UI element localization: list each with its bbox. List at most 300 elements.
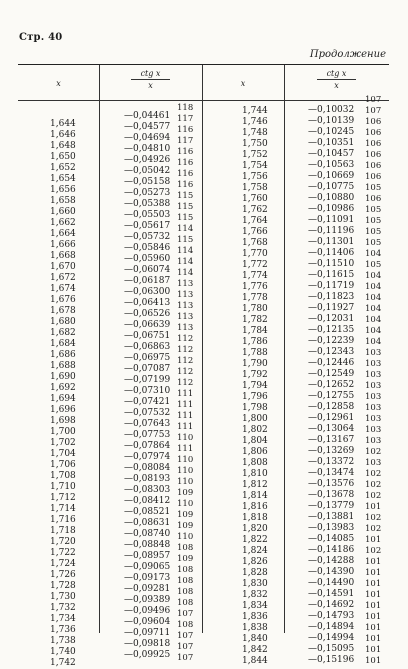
table-cell: —0,08303 (124, 485, 171, 495)
table-cell: 117 (177, 114, 194, 124)
table-cell: 1,778 (242, 293, 268, 303)
table-cell: 1,652 (50, 163, 76, 173)
table-cell: —0,06863 (124, 342, 171, 352)
table-cell: 113 (177, 290, 194, 300)
table-cell: —0,13576 (308, 479, 355, 489)
table-cell: —0,05042 (124, 166, 171, 176)
table-cell: 114 (177, 246, 194, 256)
table-cell: 1,670 (50, 262, 76, 272)
table-cell: 1,776 (242, 282, 268, 292)
page-number: Стр. 40 (19, 32, 63, 43)
column-divider (99, 65, 100, 633)
table-cell: —0,13167 (308, 435, 355, 445)
table-cell: 1,714 (50, 504, 76, 514)
table-cell: 101 (365, 502, 382, 512)
table-cell: 1,804 (242, 436, 268, 446)
table-cell: 112 (177, 334, 194, 344)
table-cell: 104 (365, 326, 382, 336)
table-cell: 108 (177, 587, 194, 597)
table-cell: 101 (365, 557, 382, 567)
table-cell: 1,682 (50, 328, 76, 338)
table-cell: 101 (365, 645, 382, 655)
table-cell: 103 (365, 425, 382, 435)
table-cell: 1,688 (50, 361, 76, 371)
table-cell: 1,842 (242, 645, 268, 655)
table-cell: 1,684 (50, 339, 76, 349)
table-cell: 114 (177, 224, 194, 234)
table-cell: 102 (365, 513, 382, 523)
table-cell: 1,766 (242, 227, 268, 237)
table-cell: 1,838 (242, 623, 268, 633)
table-cell: —0,14390 (308, 567, 355, 577)
table-cell: 1,686 (50, 350, 76, 360)
table-cell: —0,14591 (308, 589, 355, 599)
table-cell: 1,728 (50, 581, 76, 591)
table-cell: 1,796 (242, 392, 268, 402)
table-cell: 1,802 (242, 425, 268, 435)
table-cell: —0,05617 (124, 221, 171, 231)
table-cell: —0,13372 (308, 457, 355, 467)
table-cell: —0,09818 (124, 639, 171, 649)
table-cell: 1,750 (242, 139, 268, 149)
table-cell: 1,680 (50, 317, 76, 327)
table-cell: 1,742 (50, 658, 76, 668)
table-cell: —0,06639 (124, 320, 171, 330)
table-cell: 103 (365, 381, 382, 391)
table-cell: —0,14288 (308, 556, 355, 566)
table-cell: 1,692 (50, 383, 76, 393)
table-cell: —0,06751 (124, 331, 171, 341)
table-cell: 110 (177, 477, 194, 487)
table-cell: 1,700 (50, 427, 76, 437)
table-cell: 101 (365, 601, 382, 611)
table-cell: 1,724 (50, 559, 76, 569)
table-cell: —0,11510 (308, 259, 355, 269)
table-cell: 1,658 (50, 196, 76, 206)
table-cell: 111 (177, 444, 194, 454)
table-cell: —0,08412 (124, 496, 171, 506)
table-cell: 108 (177, 598, 194, 608)
table-cell: 112 (177, 345, 194, 355)
table-cell: 1,772 (242, 260, 268, 270)
table-cell: —0,09711 (124, 628, 171, 638)
table-cell: 101 (365, 656, 382, 666)
table-cell: —0,04461 (124, 111, 171, 121)
table-cell: 1,662 (50, 218, 76, 228)
table-cell: 1,806 (242, 447, 268, 457)
table-cell: 110 (177, 499, 194, 509)
table-cell: 108 (177, 620, 194, 630)
table-cell: —0,08957 (124, 551, 171, 561)
table-cell: —0,05732 (124, 232, 171, 242)
table-cell: 106 (365, 128, 382, 138)
table-cell: 1,706 (50, 460, 76, 470)
table-cell: 109 (177, 554, 194, 564)
table-cell: —0,05960 (124, 254, 171, 264)
table-cell: —0,14692 (308, 600, 355, 610)
table-cell: 103 (365, 392, 382, 402)
table-cell: —0,11196 (308, 226, 355, 236)
table-cell: —0,12961 (308, 413, 355, 423)
table-cell: —0,05388 (124, 199, 171, 209)
table-cell: 107 (177, 642, 194, 652)
table-cell: —0,13881 (308, 512, 355, 522)
table-cell: 1,808 (242, 458, 268, 468)
table-cell: 106 (365, 139, 382, 149)
column-ctg-left (124, 111, 170, 661)
table-cell: 1,660 (50, 207, 76, 217)
table-cell: 1,674 (50, 284, 76, 294)
table-cell: 111 (177, 400, 194, 410)
table-cell: —0,12652 (308, 380, 355, 390)
table-cell: 103 (365, 348, 382, 358)
table-cell: —0,14085 (308, 534, 355, 544)
table-cell: 106 (365, 194, 382, 204)
table-cell: —0,09389 (124, 595, 171, 605)
table-cell: —0,09065 (124, 562, 171, 572)
table-cell: 101 (365, 634, 382, 644)
table-cell: 103 (365, 359, 382, 369)
table-cell: 1,734 (50, 614, 76, 624)
table-cell: —0,12755 (308, 391, 355, 401)
table-cell: 101 (365, 535, 382, 545)
table-cell: 1,730 (50, 592, 76, 602)
table-cell: 104 (365, 293, 382, 303)
table-cell: 109 (177, 521, 194, 531)
table-cell: 1,798 (242, 403, 268, 413)
table-cell: 116 (177, 125, 194, 135)
table-cell: 113 (177, 279, 194, 289)
table-cell: —0,10669 (308, 171, 355, 181)
table-cell: 101 (365, 579, 382, 589)
table-cell: 1,780 (242, 304, 268, 314)
table-cell: 1,834 (242, 601, 268, 611)
table-cell: —0,05273 (124, 188, 171, 198)
table-cell: 103 (365, 370, 382, 380)
table-cell: —0,05503 (124, 210, 171, 220)
table-cell: 1,718 (50, 526, 76, 536)
table-cell: 113 (177, 301, 194, 311)
table-cell: —0,09604 (124, 617, 171, 627)
table-cell: —0,13474 (308, 468, 355, 478)
table-cell: 1,760 (242, 194, 268, 204)
header-ctg-numerator: ctg x (131, 69, 171, 80)
table-cell: —0,11301 (308, 237, 355, 247)
table-cell: 1,664 (50, 229, 76, 239)
table-cell: —0,05158 (124, 177, 171, 187)
table-cell: —0,10351 (308, 138, 355, 148)
table-cell: 1,824 (242, 546, 268, 556)
table-cell: 1,764 (242, 216, 268, 226)
table-cell: 105 (365, 260, 382, 270)
table-cell: 108 (177, 576, 194, 586)
table-cell: 1,654 (50, 174, 76, 184)
header-ctg-denominator: x (334, 81, 339, 90)
table-cell: 105 (365, 183, 382, 193)
table-cell: —0,08193 (124, 474, 171, 484)
table-cell: —0,14186 (308, 545, 355, 555)
table-cell: 115 (177, 235, 194, 245)
table-cell: 113 (177, 323, 194, 333)
header-x-right: x (240, 79, 246, 88)
table-cell: 104 (365, 337, 382, 347)
table-cell: —0,11615 (308, 270, 355, 280)
table-cell: 1,756 (242, 172, 268, 182)
table-cell: —0,11719 (308, 281, 355, 291)
table-cell: 111 (177, 411, 194, 421)
table-cell: —0,05846 (124, 243, 171, 253)
header-ctg-numerator: ctg x (317, 69, 357, 80)
table-cell: —0,11823 (308, 292, 355, 302)
table-cell: 102 (365, 480, 382, 490)
table-cell: 115 (177, 202, 194, 212)
table-cell: 1,736 (50, 625, 76, 635)
table-cell: 102 (365, 491, 382, 501)
table-cell: —0,12343 (308, 347, 355, 357)
table-cell: 1,794 (242, 381, 268, 391)
table-cell: 1,726 (50, 570, 76, 580)
table-cell: 1,822 (242, 535, 268, 545)
table-cell: 1,782 (242, 315, 268, 325)
table-cell: —0,12549 (308, 369, 355, 379)
table-cell: 108 (177, 543, 194, 553)
table-cell: 109 (177, 488, 194, 498)
header-x-left: x (56, 79, 61, 88)
table-cell: 1,722 (50, 548, 76, 558)
table-cell: 1,690 (50, 372, 76, 382)
table-cell: 1,720 (50, 537, 76, 547)
table-cell: —0,08848 (124, 540, 171, 550)
table-cell: —0,10563 (308, 160, 355, 170)
table-cell: 1,786 (242, 337, 268, 347)
table-cell: 1,814 (242, 491, 268, 501)
table-cell: —0,09496 (124, 606, 171, 616)
table-cell: —0,13983 (308, 523, 355, 533)
table-cell: —0,06074 (124, 265, 171, 275)
table-cell: —0,11927 (308, 303, 355, 313)
math-table (18, 64, 389, 668)
table-cell: 103 (365, 414, 382, 424)
table-cell: 1,694 (50, 394, 76, 404)
table-cell: 1,812 (242, 480, 268, 490)
table-cell: 116 (177, 158, 194, 168)
table-cell: 1,818 (242, 513, 268, 523)
table-cell: —0,10880 (308, 193, 355, 203)
table-cell: —0,06300 (124, 287, 171, 297)
table-cell: —0,10032 (308, 105, 355, 115)
table-cell: 1,832 (242, 590, 268, 600)
table-cell: 1,678 (50, 306, 76, 316)
table-cell: 112 (177, 367, 194, 377)
table-cell: 107 (365, 95, 382, 105)
table-cell: —0,10775 (308, 182, 355, 192)
table-cell: 117 (177, 136, 194, 146)
table-cell: —0,07864 (124, 441, 171, 451)
table-cell: 112 (177, 356, 194, 366)
table-cell: 1,698 (50, 416, 76, 426)
table-cell: —0,04694 (124, 133, 171, 143)
table-cell: —0,07199 (124, 375, 171, 385)
table-cell: 1,744 (242, 106, 268, 116)
table-cell: 107 (177, 609, 194, 619)
table-cell: —0,06187 (124, 276, 171, 286)
table-cell: 116 (177, 169, 194, 179)
table-cell: —0,07753 (124, 430, 171, 440)
table-cell: 1,826 (242, 557, 268, 567)
table-cell: 1,752 (242, 150, 268, 160)
table-cell: 116 (177, 147, 194, 157)
table-cell: 1,844 (242, 656, 268, 666)
table-cell: —0,12446 (308, 358, 355, 368)
table-cell: 105 (365, 227, 382, 237)
table-cell: 102 (365, 524, 382, 534)
table-cell: —0,13779 (308, 501, 355, 511)
table-cell: —0,12239 (308, 336, 355, 346)
table-cell: —0,04926 (124, 155, 171, 165)
table-cell: 106 (365, 161, 382, 171)
table-cell: 1,754 (242, 161, 268, 171)
table-cell: 110 (177, 455, 194, 465)
table-cell: 1,710 (50, 482, 76, 492)
table-cell: —0,14994 (308, 633, 355, 643)
table-cell: 1,716 (50, 515, 76, 525)
table-cell: 104 (365, 249, 382, 259)
table-cell: 107 (177, 653, 194, 663)
table-cell: —0,07310 (124, 386, 171, 396)
table-cell: —0,06975 (124, 353, 171, 363)
table-cell: 1,738 (50, 636, 76, 646)
table-cell: 1,668 (50, 251, 76, 261)
table-cell: —0,11406 (308, 248, 355, 258)
table-cell: —0,08631 (124, 518, 171, 528)
table-cell: —0,04810 (124, 144, 171, 154)
table-cell: —0,10245 (308, 127, 355, 137)
table-cell: 109 (177, 510, 194, 520)
table-cell: 1,828 (242, 568, 268, 578)
table-cell: 114 (177, 268, 194, 278)
table-cell: 106 (365, 117, 382, 127)
table-cell: —0,15095 (308, 644, 355, 654)
table-cell: 1,768 (242, 238, 268, 248)
header-ctg-left (99, 65, 202, 100)
table-cell: 1,666 (50, 240, 76, 250)
table-cell: 1,708 (50, 471, 76, 481)
table-cell: 1,712 (50, 493, 76, 503)
table-cell: —0,14490 (308, 578, 355, 588)
table-cell: 1,790 (242, 359, 268, 369)
table-cell: 1,758 (242, 183, 268, 193)
table-cell: —0,13678 (308, 490, 355, 500)
table-cell: 106 (365, 172, 382, 182)
table-cell: 115 (177, 213, 194, 223)
table-cell: 1,788 (242, 348, 268, 358)
column-diff-right (365, 95, 381, 667)
table-cell: 118 (177, 103, 194, 113)
table-cell: 1,696 (50, 405, 76, 415)
table-cell: 1,740 (50, 647, 76, 657)
table-cell: 1,770 (242, 249, 268, 259)
table-cell: 111 (177, 389, 194, 399)
table-cell: 1,704 (50, 449, 76, 459)
table-cell: 1,732 (50, 603, 76, 613)
table-cell: 1,748 (242, 128, 268, 138)
table-cell: 111 (177, 422, 194, 432)
table-cell: 103 (365, 458, 382, 468)
column-ctg-right (308, 105, 354, 666)
table-cell: 1,810 (242, 469, 268, 479)
table-cell: 102 (365, 469, 382, 479)
table-cell: 1,648 (50, 141, 76, 151)
table-cell: —0,08521 (124, 507, 171, 517)
table-cell: —0,07532 (124, 408, 171, 418)
table-cell: 1,646 (50, 130, 76, 140)
table-cell: —0,10457 (308, 149, 355, 159)
table-cell: —0,09281 (124, 584, 171, 594)
table-cell: —0,12031 (308, 314, 355, 324)
table-cell: 1,702 (50, 438, 76, 448)
table-cell: 101 (365, 612, 382, 622)
table-cell: —0,13269 (308, 446, 355, 456)
table-cell: —0,04577 (124, 122, 171, 132)
table-cell: 101 (365, 623, 382, 633)
table-cell: 107 (365, 106, 382, 116)
table-cell: 102 (365, 546, 382, 556)
table-cell: 110 (177, 466, 194, 476)
table-cell: —0,13064 (308, 424, 355, 434)
table-cell: 104 (365, 282, 382, 292)
table-cell: 101 (365, 568, 382, 578)
table-cell: 104 (365, 304, 382, 314)
table-cell: 106 (365, 150, 382, 160)
continuation-label: Продолжение (309, 49, 386, 60)
table-cell: —0,11091 (308, 215, 355, 225)
table-cell: 107 (177, 631, 194, 641)
table-cell: —0,10139 (308, 116, 355, 126)
table-cell: —0,09173 (124, 573, 171, 583)
table-cell: 112 (177, 378, 194, 388)
column-divider (202, 65, 203, 633)
table-cell: 1,650 (50, 152, 76, 162)
table-cell: —0,06526 (124, 309, 171, 319)
table-cell: 1,762 (242, 205, 268, 215)
table-cell: 105 (365, 216, 382, 226)
table-cell: 110 (177, 532, 194, 542)
table-cell: 104 (365, 315, 382, 325)
column-diff-left (177, 103, 193, 664)
table-cell: 113 (177, 312, 194, 322)
table-cell: 116 (177, 180, 194, 190)
table-cell: 1,672 (50, 273, 76, 283)
table-cell: —0,14894 (308, 622, 355, 632)
table-cell: 114 (177, 257, 194, 267)
column-x-left (50, 119, 76, 669)
table-cell: 108 (177, 565, 194, 575)
table-cell: —0,07421 (124, 397, 171, 407)
table-cell: —0,10986 (308, 204, 355, 214)
table-cell: 1,774 (242, 271, 268, 281)
header-ctg-denominator: x (148, 81, 153, 90)
table-cell: 105 (365, 205, 382, 215)
table-cell: —0,12858 (308, 402, 355, 412)
column-x-right (242, 106, 268, 667)
table-cell: 103 (365, 436, 382, 446)
table-cell: —0,07643 (124, 419, 171, 429)
table-cell: 103 (365, 403, 382, 413)
table-cell: —0,08740 (124, 529, 171, 539)
table-cell: 1,836 (242, 612, 268, 622)
table-cell: 1,800 (242, 414, 268, 424)
table-cell: 104 (365, 271, 382, 281)
